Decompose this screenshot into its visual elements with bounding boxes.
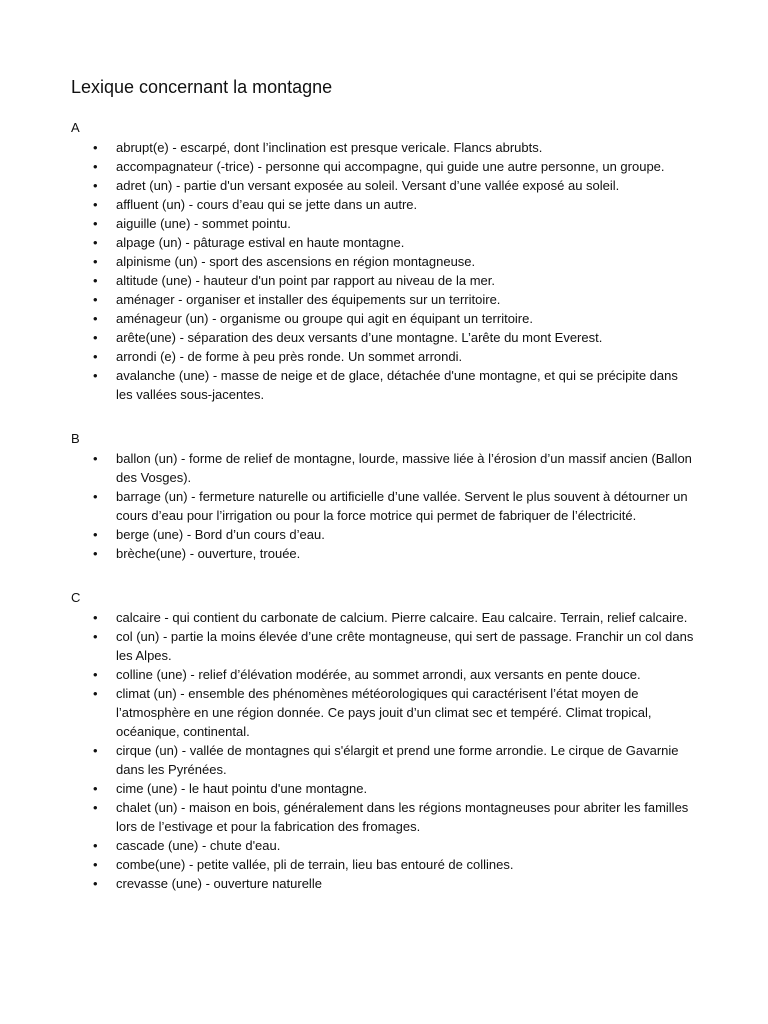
entry-list bbox=[0, 138, 768, 404]
list-item bbox=[0, 836, 768, 855]
section-letter: C bbox=[71, 590, 81, 605]
entry-text: arête(une) - séparation des deux versants d’une montagne. L’arête du mont Everest. bbox=[116, 330, 603, 345]
list-item bbox=[0, 309, 768, 328]
list-item bbox=[0, 627, 768, 665]
entry-text: alpinisme (un) - sport des ascensions en région montagneuse. bbox=[116, 254, 476, 269]
list-item bbox=[0, 214, 768, 233]
entry-text: crevasse (une) - ouverture naturelle bbox=[116, 876, 322, 891]
bullet-icon: • bbox=[93, 800, 98, 815]
entry-text: cime (une) - le haut pointu d'une montagne. bbox=[116, 781, 368, 796]
list-item bbox=[0, 779, 768, 798]
bullet-icon: • bbox=[93, 857, 98, 872]
bullet-icon: • bbox=[93, 838, 98, 853]
bullet-icon: • bbox=[93, 781, 98, 796]
list-item bbox=[0, 157, 768, 176]
entry-text: arrondi (e) - de forme à peu près ronde. Un sommet arrondi. bbox=[116, 349, 463, 364]
list-item bbox=[0, 874, 768, 893]
entry-list bbox=[0, 449, 768, 563]
entry-text: altitude (une) - hauteur d'un point par rapport au niveau de la mer. bbox=[116, 273, 495, 288]
bullet-icon: • bbox=[93, 489, 98, 504]
bullet-icon: • bbox=[93, 667, 98, 682]
bullet-icon: • bbox=[93, 876, 98, 891]
entry-text: col (un) - partie la moins élevée d’une crête montagneuse, qui sert de passage. Franchir un col dans les Alpes. bbox=[116, 629, 694, 663]
entry-text: avalanche (une) - masse de neige et de glace, détachée d'une montagne, et qui se précipite dans les vallées sous-jacentes. bbox=[116, 368, 678, 402]
list-item bbox=[0, 252, 768, 271]
bullet-icon: • bbox=[93, 686, 98, 701]
entry-text: ballon (un) - forme de relief de montagne, lourde, massive liée à l’érosion d’un massif ancien (Ballon des Vosges). bbox=[116, 451, 692, 485]
entry-text: berge (une) - Bord d’un cours d’eau. bbox=[116, 527, 325, 542]
entry-text: cirque (un) - vallée de montagnes qui s'élargit et prend une forme arrondie. Le cirque de Gavarnie dans les Pyrénées. bbox=[116, 743, 679, 777]
list-item bbox=[0, 290, 768, 309]
bullet-icon: • bbox=[93, 330, 98, 345]
page-title: Lexique concernant la montagne bbox=[71, 77, 333, 97]
list-item bbox=[0, 138, 768, 157]
list-item bbox=[0, 525, 768, 544]
section-c bbox=[0, 590, 768, 893]
bullet-icon: • bbox=[93, 254, 98, 269]
bullet-icon: • bbox=[93, 451, 98, 466]
bullet-icon: • bbox=[93, 546, 98, 561]
section-spacer bbox=[0, 404, 768, 431]
entry-list bbox=[0, 608, 768, 893]
list-item bbox=[0, 328, 768, 347]
list-item bbox=[0, 233, 768, 252]
section-letter: B bbox=[71, 431, 80, 446]
list-item bbox=[0, 176, 768, 195]
entry-text: accompagnateur (-trice) - personne qui accompagne, qui guide une autre personne, un groupe. bbox=[116, 159, 665, 174]
list-item bbox=[0, 544, 768, 563]
bullet-icon: • bbox=[93, 311, 98, 326]
list-item bbox=[0, 684, 768, 741]
entry-text: abrupt(e) - escarpé, dont l’inclination est presque vericale. Flancs abrubts. bbox=[116, 140, 543, 155]
list-item bbox=[0, 487, 768, 525]
lexicon-content bbox=[0, 120, 768, 893]
section-spacer bbox=[0, 563, 768, 590]
bullet-icon: • bbox=[93, 197, 98, 212]
entry-text: calcaire - qui contient du carbonate de calcium. Pierre calcaire. Eau calcaire. Terrain, relief calcaire. bbox=[116, 610, 688, 625]
entry-text: brèche(une) - ouverture, trouée. bbox=[116, 546, 301, 561]
bullet-icon: • bbox=[93, 527, 98, 542]
list-item bbox=[0, 798, 768, 836]
bullet-icon: • bbox=[93, 159, 98, 174]
list-item bbox=[0, 366, 768, 404]
list-item bbox=[0, 195, 768, 214]
bullet-icon: • bbox=[93, 235, 98, 250]
bullet-icon: • bbox=[93, 368, 98, 383]
bullet-icon: • bbox=[93, 273, 98, 288]
section-a bbox=[0, 120, 768, 404]
bullet-icon: • bbox=[93, 743, 98, 758]
entry-text: aménageur (un) - organisme ou groupe qui agit en équipant un territoire. bbox=[116, 311, 533, 326]
bullet-icon: • bbox=[93, 629, 98, 644]
entry-text: aménager - organiser et installer des équipements sur un territoire. bbox=[116, 292, 501, 307]
bullet-icon: • bbox=[93, 610, 98, 625]
list-item bbox=[0, 608, 768, 627]
list-item bbox=[0, 665, 768, 684]
entry-text: cascade (une) - chute d'eau. bbox=[116, 838, 281, 853]
bullet-icon: • bbox=[93, 140, 98, 155]
entry-text: barrage (un) - fermeture naturelle ou artificielle d’une vallée. Servent le plus souvent à détourner un cours d’eau pour l’irrigation ou pour la force motrice qui permet de fabriquer de l’électricité. bbox=[116, 489, 688, 523]
entry-text: climat (un) - ensemble des phénomènes météorologiques qui caractérisent l’état moyen de l’atmosphère en une région donnée. Ce pays jouit d’un climat sec et tempéré. Climat tropical, océanique, continental. bbox=[116, 686, 652, 739]
entry-text: colline (une) - relief d’élévation modérée, au sommet arrondi, aux versants en pente douce. bbox=[116, 667, 641, 682]
entry-text: aiguille (une) - sommet pointu. bbox=[116, 216, 291, 231]
list-item bbox=[0, 347, 768, 366]
bullet-icon: • bbox=[93, 292, 98, 307]
list-item bbox=[0, 449, 768, 487]
entry-text: combe(une) - petite vallée, pli de terrain, lieu bas entouré de collines. bbox=[116, 857, 514, 872]
entry-text: adret (un) - partie d'un versant exposée au soleil. Versant d’une vallée exposé au soleil. bbox=[116, 178, 620, 193]
section-b bbox=[0, 431, 768, 563]
bullet-icon: • bbox=[93, 349, 98, 364]
entry-text: alpage (un) - pâturage estival en haute montagne. bbox=[116, 235, 405, 250]
bullet-icon: • bbox=[93, 178, 98, 193]
entry-text: affluent (un) - cours d’eau qui se jette dans un autre. bbox=[116, 197, 418, 212]
section-letter: A bbox=[71, 120, 80, 135]
list-item bbox=[0, 271, 768, 290]
list-item bbox=[0, 741, 768, 779]
list-item bbox=[0, 855, 768, 874]
bullet-icon: • bbox=[93, 216, 98, 231]
entry-text: chalet (un) - maison en bois, généralement dans les régions montagneuses pour abriter les familles lors de l’estivage et pour la fabrication des fromages. bbox=[116, 800, 689, 834]
